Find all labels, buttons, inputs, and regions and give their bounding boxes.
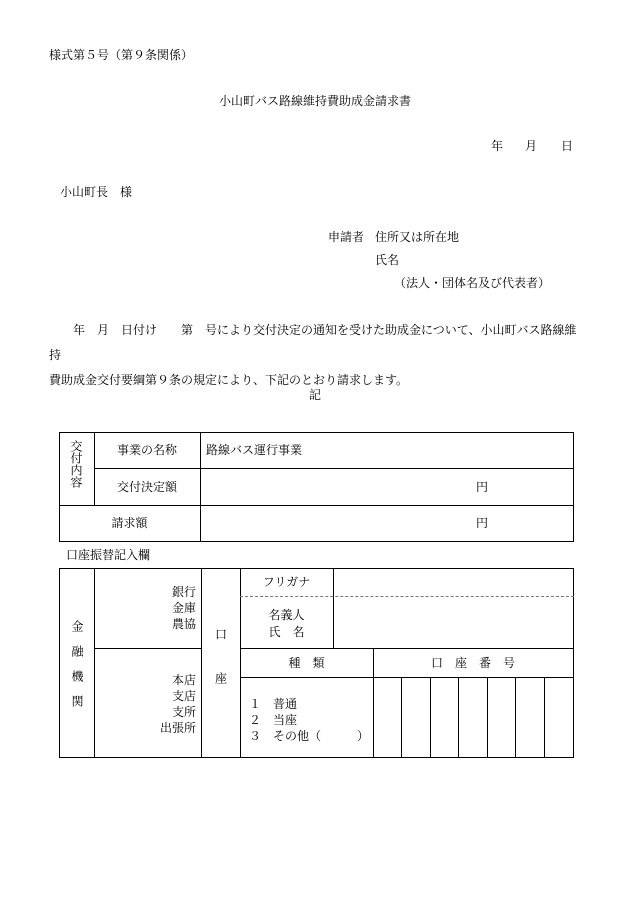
date-month-label: 月 [525,139,538,153]
addressee: 小山町長 様 [60,185,133,199]
form-number: 様式第５号（第９条関係） [49,48,194,62]
request-amount-label: 請求額 [111,516,148,530]
date-day-label: 日 [561,139,574,153]
applicant-address-label: 住所又は所在地 [375,230,460,244]
bank-type-bank: 銀行 [171,585,196,599]
project-name-value: 路線バス運行事業 [206,443,303,457]
account-type-header: 種 類 [288,656,325,670]
account-type-options [249,696,369,744]
account-label: 口座 [213,628,228,716]
account-type-other: ３ その他（ ） [249,729,370,743]
bank-type-credit-union: 金庫 [171,601,196,615]
ki-heading: 記 [308,388,321,402]
bank-type-agri-coop: 農協 [171,617,196,631]
applicant-label: 申請者 [328,230,365,244]
date-year-label: 年 [491,139,504,153]
body-text [49,318,581,393]
account-section-label: 口座振替記入欄 [66,548,151,562]
branch-type-list [100,672,196,736]
decided-amount-label: 交付決定額 [116,480,177,494]
bank-type-list [100,584,196,632]
branch-type-office: 出張所 [159,721,196,735]
branch-type-sub-branch: 支所 [171,705,196,719]
applicant-name-label: 氏名 [375,253,400,267]
decided-amount-yen: 円 [476,480,489,494]
applicant-note: （法人・団体名及び代表者） [394,276,551,290]
holder-label-line2: 氏 名 [268,625,305,639]
branch-type-branch: 支店 [171,689,196,703]
furigana-label: フリガナ [262,575,311,589]
request-amount-yen: 円 [476,516,489,530]
branch-type-main: 本店 [171,673,196,687]
holder-label-line1: 名義人 [268,608,305,622]
body-line-2: 費助成金交付要綱第９条の規定により、下記のとおり請求します。 [49,373,409,387]
account-number-header: 口 座 番 号 [430,656,515,670]
page-title: 小山町バス路線維持費助成金請求書 [218,94,411,108]
grant-side-label: 交付内容 [69,440,83,488]
project-name-label: 事業の名称 [116,443,177,457]
account-type-ordinary: １ 普通 [249,697,298,711]
body-line-1: 年 月 日付け 第 号により交付決定の通知を受けた助成金について、小山町バス路線維持 [49,323,577,362]
account-type-current: ２ 当座 [249,713,298,727]
institution-label: 金融機関 [70,620,84,720]
